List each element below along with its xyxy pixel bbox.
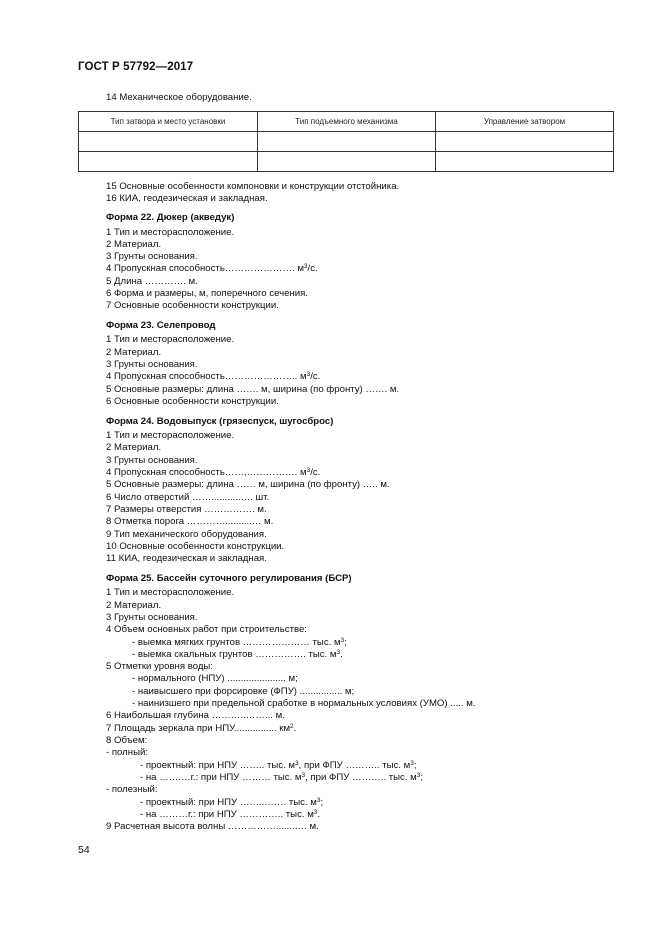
form-25-subitem xyxy=(140,797,323,809)
superscript: 3 xyxy=(306,467,311,474)
form-25-subitem: - наивысшего при форсировке (ФПУ) ................ м; xyxy=(132,686,355,697)
table-cell xyxy=(258,132,436,152)
form-25-item: 2 Материал. xyxy=(106,600,162,611)
superscript: 3 xyxy=(301,772,306,779)
form-22-item-suffix: /с. xyxy=(307,263,318,274)
form-22-item: 7 Основные особенности конструкции. xyxy=(106,300,279,311)
form-22-item: 6 Форма и размеры, м, поперечного сечения. xyxy=(106,288,308,299)
form-23-item xyxy=(106,371,320,383)
form-23-title: Форма 23. Селепровод xyxy=(106,320,216,331)
form-25-item: 1 Тип и месторасположение. xyxy=(106,587,235,598)
form-25-subitem-text: - на …….…г.: при НПУ ……… тыс. м xyxy=(140,772,302,783)
form-24-title: Форма 24. Водовыпуск (грязеспуск, шугосброс) xyxy=(106,416,334,427)
form-24-item: 11 КИА, геодезическая и закладная. xyxy=(106,553,267,564)
form-23-item: 3 Грунты основания. xyxy=(106,359,198,370)
document-header: ГОСТ Р 57792—2017 xyxy=(78,61,194,73)
form-25-subitem-text: - выемка мягких грунтов ………………… тыс. м xyxy=(132,637,341,648)
form-25-item: 4 Объем основных работ при строительстве: xyxy=(106,624,307,635)
page-number: 54 xyxy=(78,844,90,856)
form-24-item: 8 Отметка порога …………..........… м. xyxy=(106,516,274,527)
section-14-title: 14 Механическое оборудование. xyxy=(106,92,252,103)
form-25-item-text: 7 Площадь зеркала при НПУ................ км xyxy=(106,723,291,734)
form-24-item: 3 Грунты основания. xyxy=(106,455,198,466)
section-15: 15 Основные особенности компоновки и конструкции отстойника. xyxy=(106,181,400,192)
superscript: 3 xyxy=(316,797,321,804)
table-row xyxy=(79,132,614,152)
form-25-subitem xyxy=(140,772,423,784)
table-cell xyxy=(258,152,436,172)
form-24-item: 7 Размеры отверстия ……………. м. xyxy=(106,504,267,515)
form-25-subitem-text: - выемка скальных грунтов ……………. тыс. м xyxy=(132,649,337,660)
form-25-item xyxy=(106,723,296,735)
punctuation: ; xyxy=(413,760,417,771)
table-cell xyxy=(79,132,258,152)
punctuation: ; xyxy=(344,637,347,648)
column-header: Тип затвора и место установки xyxy=(79,112,258,132)
punctuation: . xyxy=(317,809,321,820)
form-22-item: 2 Материал. xyxy=(106,239,162,250)
table-header-row xyxy=(79,112,614,132)
form-25-subitem-text: - проектный: при НПУ ……..……. тыс. м xyxy=(140,797,317,808)
punctuation: . xyxy=(293,723,297,734)
form-24-item: 10 Основные особенности конструкции. xyxy=(106,541,285,552)
form-23-item: 6 Основные особенности конструкции. xyxy=(106,396,279,407)
superscript: 3 xyxy=(303,263,308,270)
form-23-item-suffix: /с. xyxy=(310,371,321,382)
form-25-item: - полный: xyxy=(106,747,148,758)
form-25-subitem: - наинизшего при предельной сработке в нормальных условиях (УМО) ..... м. xyxy=(132,698,476,709)
table-cell xyxy=(79,152,258,172)
form-23-item: 1 Тип и месторасположение. xyxy=(106,334,235,345)
form-24-item: 5 Основные размеры: длина …… м, ширина (по фронту) ….. м. xyxy=(106,479,390,490)
form-22-title: Форма 22. Дюкер (акведук) xyxy=(106,212,235,223)
form-23-item: 5 Основные размеры: длина ……. м, ширина (по фронту) ……. м. xyxy=(106,384,400,395)
form-25-subitem-text: - на ………г.: при НПУ ………….. тыс. м xyxy=(140,809,314,820)
form-23-item-text: 4 Пропускная способность………………….. м xyxy=(106,371,307,382)
superscript: 3 xyxy=(336,649,341,656)
form-24-item: 6 Число отверстий ……...........…. шт. xyxy=(106,492,270,503)
punctuation: ; xyxy=(320,797,324,808)
superscript: 3 xyxy=(313,809,318,816)
form-25-item: 6 Наибольшая глубина ………..……... м. xyxy=(106,710,285,721)
mechanical-equipment-table xyxy=(78,111,614,172)
form-25-subitem xyxy=(140,809,320,821)
form-25-item: - полезный: xyxy=(106,784,158,795)
punctuation: ; xyxy=(420,772,424,783)
form-23-item: 2 Материал. xyxy=(106,347,162,358)
form-25-subitem xyxy=(132,637,347,649)
form-25-subitem xyxy=(140,760,417,772)
column-header: Управление затвором xyxy=(436,112,614,132)
superscript: 2 xyxy=(290,723,294,730)
form-25-item: 8 Объем: xyxy=(106,735,148,746)
superscript: 3 xyxy=(294,760,299,767)
table-cell xyxy=(436,132,614,152)
form-25-title: Форма 25. Бассейн суточного регулирования (БСР) xyxy=(106,573,352,584)
section-16: 16 КИА, геодезическая и закладная. xyxy=(106,193,268,204)
form-25-item: 5 Отметки уровня воды: xyxy=(106,661,213,672)
superscript: 3 xyxy=(306,371,311,378)
superscript: 3 xyxy=(416,772,421,779)
table-row xyxy=(79,152,614,172)
form-22-item: 5 Длина …………. м. xyxy=(106,276,198,287)
form-22-item: 1 Тип и месторасположение. xyxy=(106,227,235,238)
form-25-subitem-text: , при ФПУ ……….. тыс. м xyxy=(298,760,411,771)
form-25-item: 9 Расчетная высота волны …………….......…. м. xyxy=(106,821,319,832)
form-22-item-text: 4 Пропускная способность…………………. м xyxy=(106,263,304,274)
table-cell xyxy=(436,152,614,172)
form-22-item: 3 Грунты основания. xyxy=(106,251,198,262)
form-24-item: 9 Тип механического оборудования. xyxy=(106,529,267,540)
form-24-item-suffix: /с. xyxy=(310,467,321,478)
form-24-item: 2 Материал. xyxy=(106,442,162,453)
superscript: 3 xyxy=(410,760,414,767)
superscript: 3 xyxy=(340,637,345,644)
form-24-item xyxy=(106,467,320,479)
form-25-subitem-text: , при ФПУ ……….. тыс. м xyxy=(305,772,417,783)
form-25-subitem xyxy=(132,649,343,661)
form-22-item xyxy=(106,263,318,275)
form-25-subitem-text: - проектный: при НПУ …….. тыс. м xyxy=(140,760,295,771)
column-header: Тип подъемного механизма xyxy=(258,112,436,132)
form-25-item: 3 Грунты основания. xyxy=(106,612,198,623)
form-24-item-text: 4 Пропускная способность……,……………. м xyxy=(106,467,307,478)
form-24-item: 1 Тип и месторасположение. xyxy=(106,430,235,441)
punctuation: . xyxy=(340,649,343,660)
form-25-subitem: - нормального (НПУ) ...................... м; xyxy=(132,673,298,684)
